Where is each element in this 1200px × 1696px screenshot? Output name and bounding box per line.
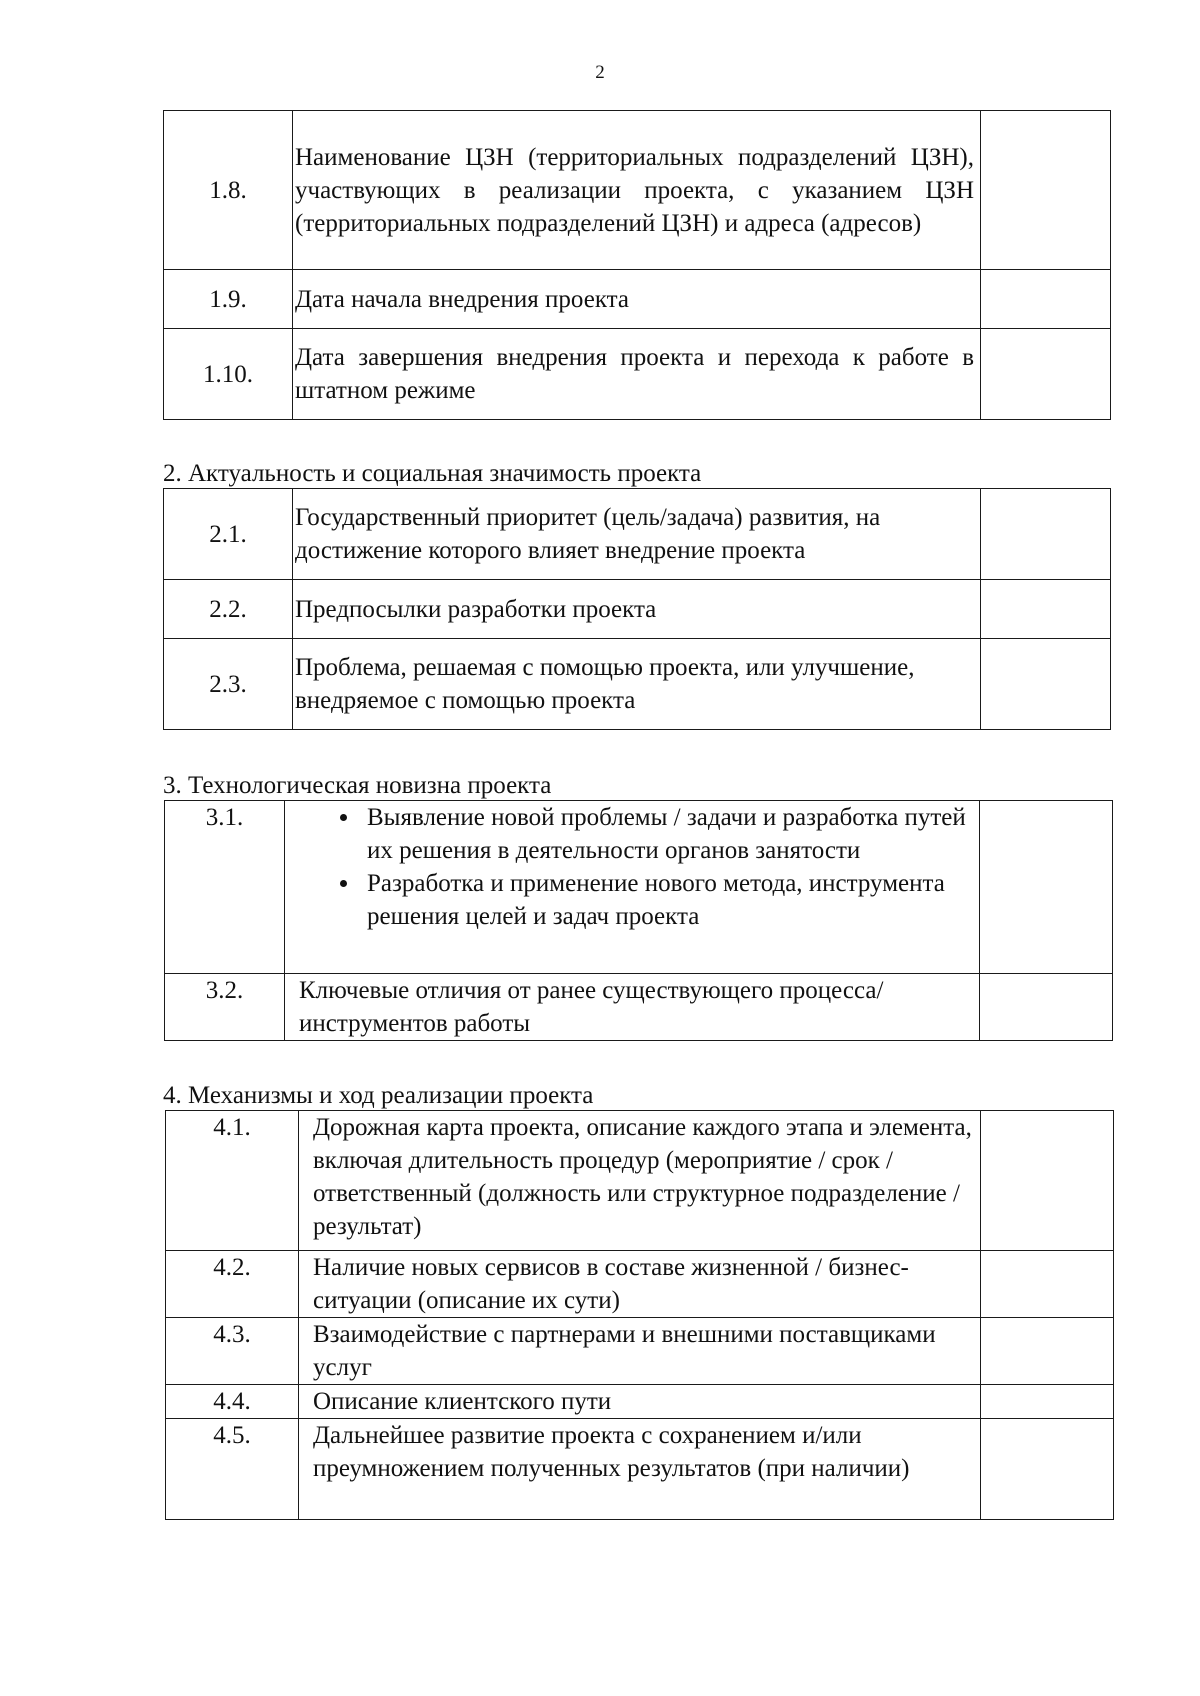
- row-description: Наличие новых сервисов в составе жизненной / бизнес-ситуации (описание их сути): [299, 1251, 981, 1318]
- table-row: [164, 329, 1111, 420]
- row-description: Проблема, решаемая с помощью проекта, или улучшение, внедряемое с помощью проекта: [293, 639, 981, 730]
- value-cell[interactable]: [981, 1385, 1114, 1419]
- bullet-item: • Выявление новой проблемы / задачи и разработка путей их решения в деятельности органов занятости: [361, 801, 973, 867]
- row-number: 1.8.: [164, 111, 293, 270]
- section-4-title: 4. Механизмы и ход реализации проекта: [163, 1082, 594, 1109]
- table-row: [164, 270, 1111, 329]
- row-description: Наименование ЦЗН (территориальных подразделений ЦЗН), участвующих в реализации проекта, с указанием ЦЗН (территориальных подразделений ЦЗН) и адреса (адресов): [293, 111, 981, 270]
- row-bullets: [285, 801, 980, 974]
- row-description: Дата начала внедрения проекта: [293, 270, 981, 329]
- table-row: [166, 1385, 1114, 1419]
- row-number: 4.2.: [166, 1251, 299, 1318]
- value-cell[interactable]: [981, 639, 1111, 730]
- bullet-list: [287, 801, 973, 933]
- row-description: Описание клиентского пути: [299, 1385, 981, 1419]
- row-description: Дорожная карта проекта, описание каждого этапа и элемента, включая длительность процедур (мероприятие / срок / ответственный (должность или структурное подразделение / результат): [299, 1111, 981, 1251]
- row-number: 2.1.: [164, 489, 293, 580]
- row-description: Государственный приоритет (цель/задача) развития, на достижение которого влияет внедрение проекта: [293, 489, 981, 580]
- section-1-table: [163, 110, 1111, 420]
- section-3-title: 3. Технологическая новизна проекта: [163, 772, 552, 799]
- table-row: [166, 1419, 1114, 1520]
- table-row: [164, 580, 1111, 639]
- row-number: 4.5.: [166, 1419, 299, 1520]
- row-description: Предпосылки разработки проекта: [293, 580, 981, 639]
- value-cell[interactable]: [981, 1251, 1114, 1318]
- table-row: [165, 974, 1113, 1041]
- row-number: 3.2.: [165, 974, 285, 1041]
- table-row: [164, 489, 1111, 580]
- value-cell[interactable]: [981, 1111, 1114, 1251]
- section-2-title: 2. Актуальность и социальная значимость проекта: [163, 460, 702, 487]
- value-cell[interactable]: [981, 1419, 1114, 1520]
- table-row: [165, 801, 1113, 974]
- row-number: 2.2.: [164, 580, 293, 639]
- row-number: 3.1.: [165, 801, 285, 974]
- bullet-item: • Разработка и применение нового метода, инструмента решения целей и задач проекта: [361, 867, 973, 933]
- row-number: 4.1.: [166, 1111, 299, 1251]
- row-number: 1.9.: [164, 270, 293, 329]
- row-description: Дальнейшее развитие проекта с сохранением и/или преумножением полученных результатов (при наличии): [299, 1419, 981, 1520]
- table-row: [164, 639, 1111, 730]
- value-cell[interactable]: [981, 1318, 1114, 1385]
- section-4-table: [165, 1110, 1114, 1520]
- value-cell[interactable]: [981, 489, 1111, 580]
- value-cell[interactable]: [980, 974, 1113, 1041]
- row-description: Ключевые отличия от ранее существующего процесса/инструментов работы: [285, 974, 980, 1041]
- row-description: Взаимодействие с партнерами и внешними поставщиками услуг: [299, 1318, 981, 1385]
- table-row: [166, 1111, 1114, 1251]
- value-cell[interactable]: [981, 580, 1111, 639]
- value-cell[interactable]: [980, 801, 1113, 974]
- row-description: Дата завершения внедрения проекта и перехода к работе в штатном режиме: [293, 329, 981, 420]
- value-cell[interactable]: [981, 111, 1111, 270]
- value-cell[interactable]: [981, 329, 1111, 420]
- page-number: 2: [595, 62, 605, 83]
- value-cell[interactable]: [981, 270, 1111, 329]
- table-row: [166, 1251, 1114, 1318]
- row-number: 4.3.: [166, 1318, 299, 1385]
- row-number: 1.10.: [164, 329, 293, 420]
- row-number: 2.3.: [164, 639, 293, 730]
- row-number: 4.4.: [166, 1385, 299, 1419]
- table-row: [166, 1318, 1114, 1385]
- section-3-table: [164, 800, 1113, 1041]
- section-2-table: [163, 488, 1111, 730]
- table-row: [164, 111, 1111, 270]
